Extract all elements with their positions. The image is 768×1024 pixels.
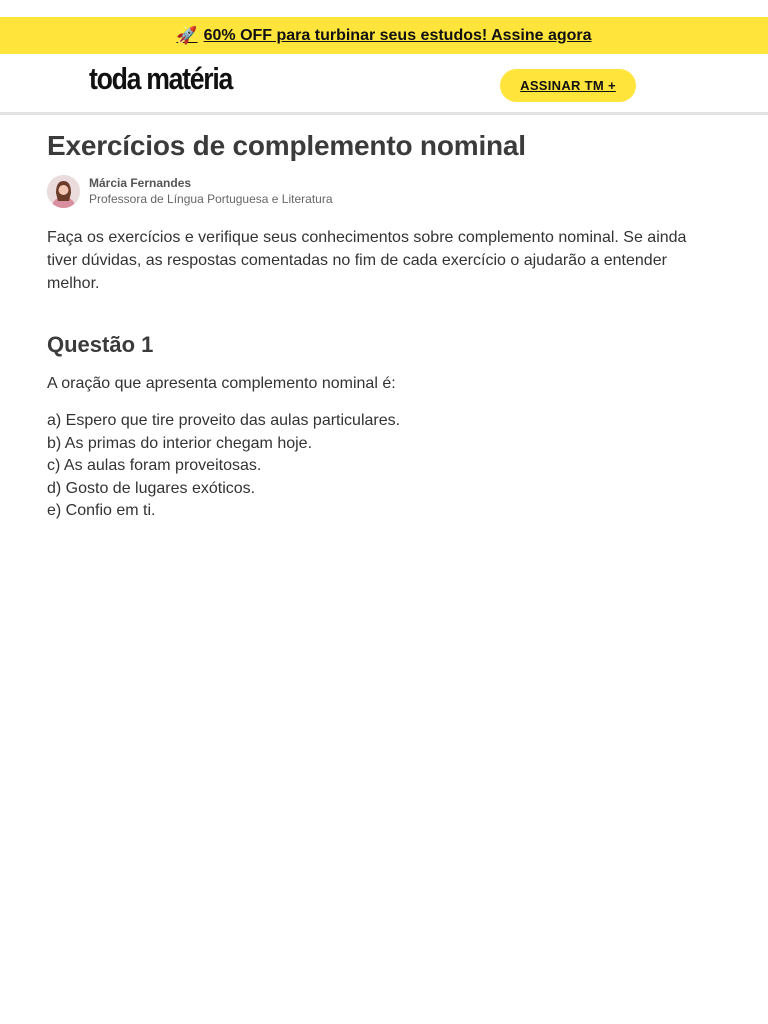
intro-paragraph: Faça os exercícios e verifique seus conhecimentos sobre complemento nominal. Se ainda tiver dúvidas, as respostas comentadas no fim de cada exercício o ajudarão a entender melhor.: [47, 229, 687, 292]
author-role: Professora de Língua Portuguesa e Literatura: [89, 192, 333, 206]
avatar[interactable]: [47, 175, 80, 208]
promo-link[interactable]: [176, 26, 591, 46]
option-e: e) Confio em ti.: [47, 502, 156, 520]
promo-banner[interactable]: [0, 17, 768, 54]
option-c: c) As aulas foram proveitosas.: [47, 457, 262, 475]
rocket-icon: 🚀: [176, 25, 198, 45]
question-heading: Questão 1: [47, 332, 154, 357]
top-spacer: [0, 0, 768, 17]
option-d: d) Gosto de lugares exóticos.: [47, 479, 256, 497]
option-a: a) Espero que tire proveito das aulas particulares.: [47, 412, 401, 429]
subscribe-button[interactable]: ASSINAR TM +: [500, 69, 636, 102]
author-portrait-icon: [47, 175, 80, 208]
question-prompt: A oração que apresenta complemento nominal é:: [47, 375, 396, 392]
page-title: Exercícios de complemento nominal: [47, 130, 526, 161]
logo[interactable]: toda matéria: [89, 61, 233, 96]
site-header: [0, 54, 768, 115]
option-b: b) As primas do interior chegam hoje.: [47, 434, 313, 452]
promo-text: 60% OFF para turbinar seus estudos! Assine agora: [203, 26, 592, 44]
author-block: [47, 175, 721, 208]
answer-options: [47, 410, 721, 523]
article: [0, 129, 768, 523]
author-name[interactable]: Márcia Fernandes: [89, 176, 192, 190]
